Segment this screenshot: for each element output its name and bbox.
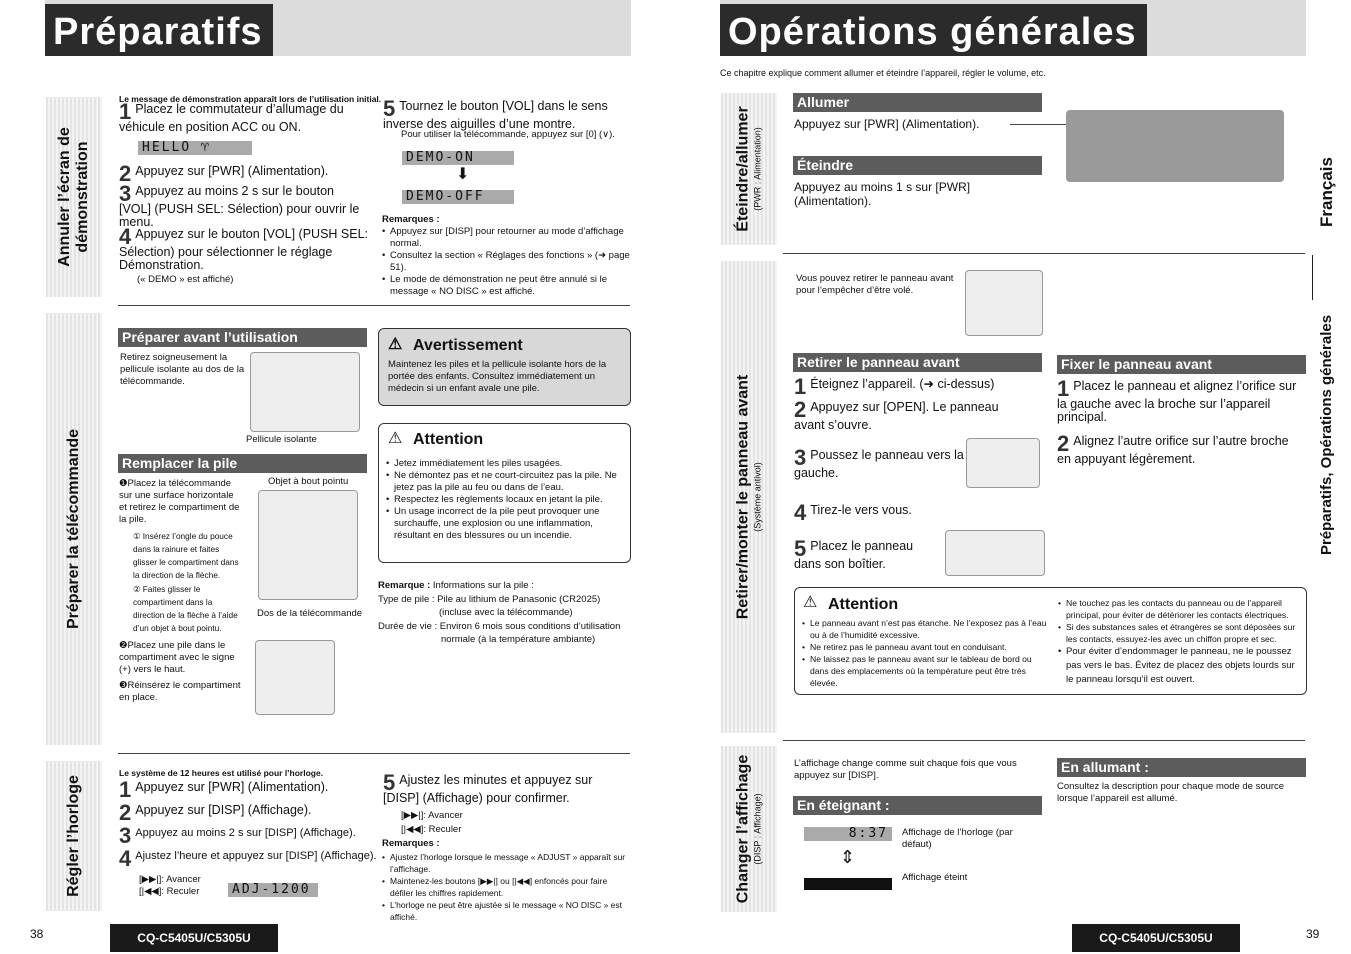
clock-step-3: Appuyez au moins 2 s sur [DISP] (Affichage).: [135, 827, 356, 839]
divider: [118, 753, 630, 754]
clock-step-4: Ajustez l’heure et appuyez sur [DISP] (Affichage).: [135, 850, 377, 862]
page-number-right: 39: [1306, 927, 1320, 941]
caption-pointed: Objet à bout pointu: [268, 476, 349, 487]
battery-remark-line: Informations sur la pile :: [432, 580, 534, 591]
lcd-demo-on: DEMO-ON: [402, 151, 514, 165]
model-left: CQ-C5405U/C5305U: [110, 924, 278, 952]
side-tab-panel: [721, 261, 777, 733]
attention-item: • Si des substances sales et étrangères se sont déposées sur les contacts, essuyez-les avec un chiffon propre et sec.: [1058, 621, 1302, 645]
warning-title: Avertissement: [413, 337, 523, 354]
clock-remarks: [382, 851, 632, 923]
clock-remark: • Ajustez l’horloge lorsque le message « ADJUST » apparaît sur l’affichage.: [382, 851, 632, 875]
bar-power-off: Éteindre: [793, 156, 1042, 175]
car-stereo-illustration: [1066, 110, 1284, 182]
battery-illustration: [255, 640, 335, 715]
demo-intro: Le message de démonstration apparaît lors de l’utilisation initial.: [119, 94, 382, 104]
battery-step-2: ❷Placez une pile dans le compartiment avec le signe (+) vers le haut.: [119, 640, 235, 675]
demo-remark: • Appuyez sur [DISP] pour retourner au mode d’affichage normal.: [382, 226, 632, 250]
clock-intro: Le système de 12 heures est utilisé pour l’horloge.: [119, 768, 324, 778]
clock-back-2: [|◀◀]: Reculer: [401, 824, 462, 835]
remove-step-1: Éteignez l’appareil. (➜ ci-dessus): [810, 377, 995, 391]
battery-sub-1: ① Insérez l’ongle du pouce dans la rainure et faites glisser le compartiment dans la direction de la flèche.: [133, 531, 239, 580]
prepare-text: Retirez soigneusement la pellicule isolante au dos de la télécommande.: [120, 352, 245, 387]
remove-step-5: Placez le panneau dans son boîtier.: [794, 539, 914, 571]
battery-life-2: normale (à la température ambiante): [441, 634, 596, 645]
side-title-panel: Retirer/monter le panneau avant: [734, 374, 752, 620]
page-number-left: 38: [30, 927, 44, 941]
side-tab-demo: [46, 97, 102, 297]
bar-display-on: En allumant :: [1057, 758, 1306, 777]
divider: [1312, 255, 1313, 300]
demo-remark: • Le mode de démonstration ne peut être annulé si le message « NO DISC » est affiché.: [382, 274, 632, 298]
push-panel-illustration: [966, 438, 1040, 488]
clock-advance: [▶▶|]: Avancer: [139, 874, 201, 885]
side-title-power: Éteindre/allumer: [734, 106, 752, 232]
tab-language: [1312, 140, 1342, 244]
remote-back-illustration: [258, 490, 358, 600]
attention-item: • Jetez immédiatement les piles usagées.: [386, 458, 626, 470]
attention-icon: ⚠: [803, 594, 818, 611]
model-right: CQ-C5405U/C5305U: [1072, 924, 1240, 952]
side-tab-display: [721, 746, 777, 912]
attention-item: • Ne retirez pas le panneau avant tout en conduisant.: [802, 641, 1047, 653]
demo-step-5: Tournez le bouton [VOL] dans le sens inverse des aiguilles d’une montre.: [383, 99, 608, 131]
attention-icon: ⚠: [388, 430, 403, 447]
fix-step-1: Placez le panneau et alignez l’orifice sur la gauche avec la broche sur l’appareil principal.: [1057, 379, 1297, 424]
lcd-off: [804, 878, 892, 890]
attention-list: [386, 458, 626, 542]
display-on-text: Consultez la description pour chaque mode de source lorsque l’appareil est allumé.: [1057, 781, 1285, 804]
lcd-hello: HELLO ♈: [138, 141, 252, 155]
lcd-adjust: ADJ-1200: [228, 883, 318, 897]
case-illustration: [945, 530, 1045, 576]
attention-title: Attention: [413, 431, 484, 448]
side-title-remote: Préparer la télécommande: [65, 428, 82, 630]
side-tab-power: [721, 93, 777, 245]
bar-remove-panel: Retirer le panneau avant: [793, 353, 1042, 372]
clock-display-text: Affichage de l’horloge (par défaut): [902, 827, 1013, 850]
battery-type: Type de pile : Pile au lithium de Panasonic (CR2025): [378, 594, 601, 605]
remote-film-illustration: [250, 352, 360, 432]
demo-step-4: Appuyez sur le bouton [VOL] (PUSH SEL: Sélection) pour sélectionner le réglage Démonstration.: [119, 227, 369, 272]
demo-step-5-note: Pour utiliser la télécommande, appuyez sur [0] (∨).: [401, 129, 615, 140]
demo-remarks: [382, 226, 632, 298]
thief-illustration: [965, 270, 1043, 336]
attention-item: • Pour éviter d’endommager le panneau, ne le poussez pas vers le bas. Évitez de placez des objets lourds sur le panneau lorsqu’il est ouvert.: [1058, 645, 1302, 687]
lcd-clock: 8:37: [804, 827, 892, 841]
attention-item: • Un usage incorrect de la pile peut provoquer une surchauffe, une explosion ou une inflammation, résultant en des blessures ou un incendie.: [386, 506, 626, 542]
side-tab-remote: [46, 313, 102, 745]
demo-remarks-title: Remarques :: [382, 214, 440, 225]
side-title-display: Changer l’affichage: [734, 754, 752, 904]
right-page-title: Opérations générales: [720, 4, 1147, 56]
arrow-down-icon: ⬇: [456, 166, 470, 183]
attention-list-right: [1058, 597, 1302, 687]
clock-step-5: Ajustez les minutes et appuyez sur [DISP] (Affichage) pour confirmer.: [383, 773, 593, 805]
demo-step-2: Appuyez sur [PWR] (Alimentation).: [135, 164, 329, 178]
battery-sub-2: ② Faites glisser le compartiment dans la direction de la flèche à l’aide d’un objet à bout pointu.: [133, 584, 238, 633]
pointer-line: [1010, 124, 1070, 125]
clock-remarks-title: Remarques :: [382, 838, 440, 849]
tab-language-label: Français: [1317, 157, 1336, 227]
attention-item: • Le panneau avant n’est pas étanche. Ne l’exposez pas à l’eau ou à de l’humidité excessive.: [802, 617, 1047, 641]
remove-step-2: Appuyez sur [OPEN]. Le panneau avant s’ouvre.: [794, 400, 999, 432]
left-page-title: Préparatifs: [45, 4, 273, 56]
panel-intro: Vous pouvez retirer le panneau avant pour l’empêcher d’être volé.: [796, 273, 954, 296]
off-display-text: Affichage éteint: [902, 872, 968, 883]
battery-type-2: (incluse avec la télécommande): [439, 607, 573, 618]
caption-film: Pellicule isolante: [246, 434, 317, 445]
bar-prepare: Préparer avant l’utilisation: [118, 328, 367, 347]
clock-remark: • L’horloge ne peut être ajustée si le message « NO DISC » est affiché.: [382, 899, 632, 923]
side-tab-clock: [46, 761, 102, 911]
tab-section: [1312, 300, 1342, 570]
remove-step-3: Poussez le panneau vers la gauche.: [794, 448, 964, 480]
divider: [783, 740, 1305, 741]
power-off-text: Appuyez au moins 1 s sur [PWR] (Alimentation).: [794, 180, 971, 208]
battery-remark-title: Remarque :: [378, 580, 431, 591]
demo-remark: • Consultez la section « Réglages des fonctions » (➜ page 51).: [382, 250, 632, 274]
remove-step-4: Tirez-le vers vous.: [810, 503, 912, 517]
bar-display-off: En éteignant :: [793, 796, 1042, 815]
attention-list-left: [802, 617, 1047, 689]
display-intro: L’affichage change comme suit chaque fois que vous appuyez sur [DISP].: [794, 758, 1017, 781]
attention-item: • Ne démontez pas et ne court-circuitez pas la pile. Ne jetez pas la pile au feu ou dans de l’eau.: [386, 470, 626, 494]
clock-step-1: Appuyez sur [PWR] (Alimentation).: [135, 780, 329, 794]
side-title-clock: Régler l’horloge: [65, 775, 82, 897]
right-intro: Ce chapitre explique comment allumer et éteindre l’appareil, régler le volume, etc.: [720, 68, 1046, 78]
fix-step-2: Alignez l’autre orifice sur l’autre broche en appuyant légèrement.: [1057, 434, 1289, 466]
caption-back: Dos de la télécommande: [257, 608, 363, 619]
attention-item: • Ne laissez pas le panneau avant sur le tableau de bord ou dans des emplacements où la température peut être très élevée.: [802, 653, 1047, 689]
warning-icon: ⚠: [388, 336, 403, 353]
clock-advance-2: [▶▶|]: Avancer: [401, 810, 463, 821]
battery-step-3: ❸Réinsérez le compartiment en place.: [119, 680, 241, 703]
tab-section-label: Préparatifs, Opérations générales: [1318, 314, 1335, 556]
lcd-demo-off: DEMO-OFF: [402, 190, 514, 204]
demo-step-1: Placez le commutateur d’allumage du véhicule en position ACC ou ON.: [119, 102, 344, 134]
side-title-demo: Annuler l’écran de démonstration: [56, 127, 91, 267]
bar-battery: Remplacer la pile: [118, 454, 367, 473]
divider: [783, 253, 1305, 254]
clock-step-2: Appuyez sur [DISP] (Affichage).: [135, 803, 312, 817]
bar-fix-panel: Fixer le panneau avant: [1057, 355, 1306, 374]
clock-back: [|◀◀]: Reculer: [139, 886, 200, 897]
power-on-text: Appuyez sur [PWR] (Alimentation).: [794, 117, 980, 131]
divider: [118, 305, 630, 306]
warning-text: Maintenez les piles et la pellicule isolante hors de la portée des enfants. Consultez immédiatement un médecin si un enfant avale une pile.: [388, 359, 607, 394]
side-sub-display: (DISP : Affichage): [752, 793, 763, 865]
demo-step-4-note: (« DEMO » est affiché): [137, 274, 234, 285]
bar-power-on: Allumer: [793, 93, 1042, 112]
attention-item: • Respectez les règlements locaux en jetant la pile.: [386, 494, 626, 506]
up-down-arrow-icon: ⇕: [840, 847, 856, 867]
attention-title-panel: Attention: [828, 596, 899, 613]
side-sub-power: (PWR : Alimentation): [752, 127, 763, 211]
attention-item: • Ne touchez pas les contacts du panneau ou de l’appareil principal, pour éviter de détériorer les contacts électriques.: [1058, 597, 1302, 621]
clock-remark: • Maintenez-les boutons [▶▶|] ou [|◀◀] enfoncés pour faire défiler les chiffres rapidement.: [382, 875, 632, 899]
battery-life: Durée de vie : Environ 6 mois sous conditions d’utilisation: [378, 621, 621, 632]
battery-step-1: ❶Placez la télécommande sur une surface horizontale et retirez le compartiment de la pile.: [119, 478, 240, 525]
side-sub-panel: (Système antivol): [752, 462, 763, 532]
demo-step-3: Appuyez au moins 2 s sur le bouton [VOL] (PUSH SEL: Sélection) pour ouvrir le menu.: [119, 184, 360, 229]
